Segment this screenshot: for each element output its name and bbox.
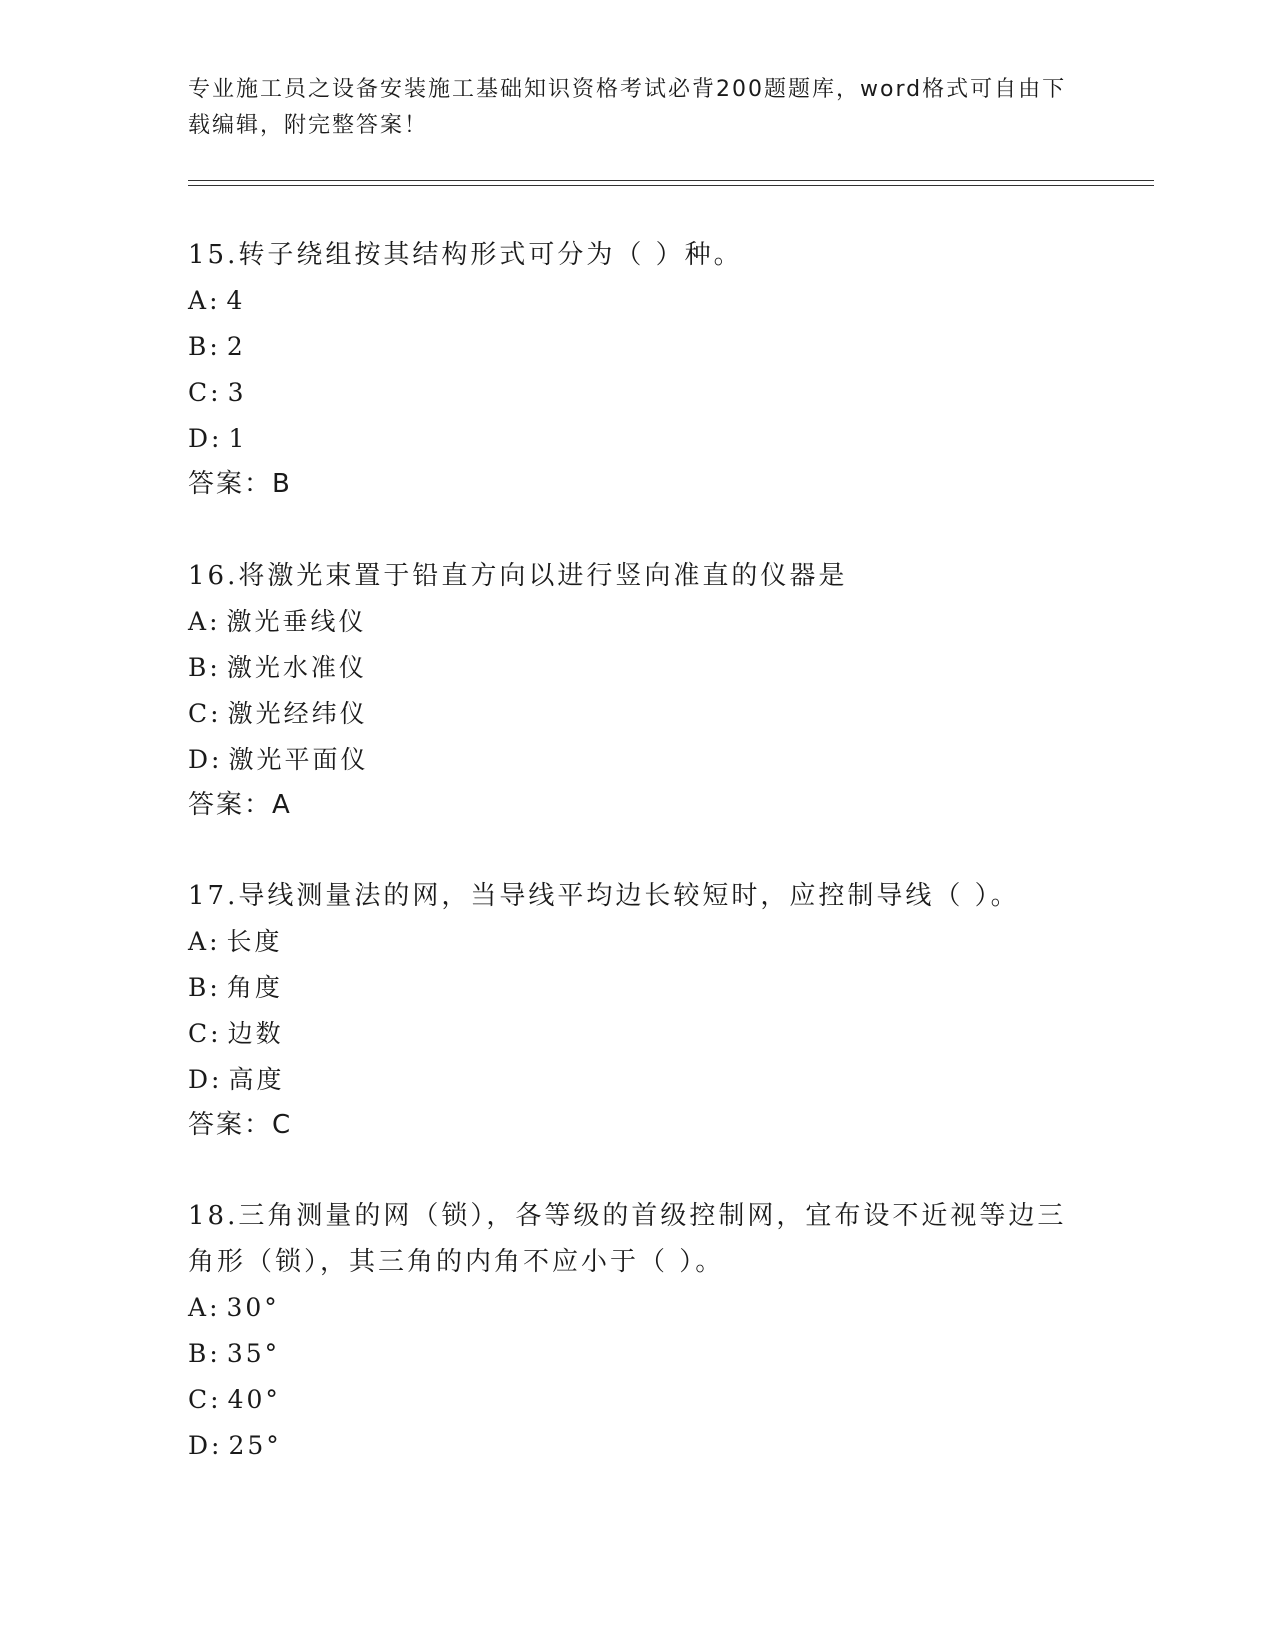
question-18 [188, 1193, 1088, 1469]
option-text: 高度 [228, 1065, 285, 1094]
option-text: 激光经纬仪 [227, 699, 368, 728]
option-key: A [188, 607, 210, 636]
option-text: 长度 [226, 927, 283, 956]
option-text: 30° [226, 1293, 280, 1322]
question-15 [188, 232, 1088, 506]
option-d [188, 416, 1088, 462]
option-separator: : [209, 286, 221, 315]
option-text: 角度 [226, 973, 283, 1002]
option-text: 2 [226, 332, 246, 361]
option-text: 35° [226, 1339, 281, 1368]
option-key: C [188, 378, 211, 407]
option-separator: : [210, 378, 222, 407]
option-separator: : [211, 745, 223, 774]
option-text: 4 [226, 286, 246, 315]
header-divider [188, 185, 1154, 186]
option-b [188, 965, 1088, 1011]
option-key: A [188, 1293, 210, 1322]
option-key: C [188, 1019, 211, 1048]
option-text: 25° [228, 1431, 282, 1460]
option-a [188, 278, 1088, 324]
option-key: C [188, 1385, 211, 1414]
option-c [188, 691, 1088, 737]
option-text: 激光垂线仪 [226, 607, 367, 636]
option-d [188, 737, 1088, 783]
question-17 [188, 873, 1088, 1147]
question-stem: 15.转子绕组按其结构形式可分为（ ）种。 [188, 240, 743, 270]
option-key: D [188, 745, 212, 774]
document-header: 专业施工员之设备安装施工基础知识资格考试必背200题题库，word格式可自由下载编辑，附完整答案！ [188, 77, 1067, 138]
option-key: B [188, 973, 210, 1002]
option-d [188, 1423, 1088, 1469]
option-separator: : [211, 424, 223, 453]
question-stem: 18.三角测量的网（锁），各等级的首级控制网，宜布设不近视等边三角形（锁），其三角的内角不应小于（ ）。 [188, 1201, 1067, 1277]
answer-line: 答案：A [188, 790, 292, 820]
option-a [188, 599, 1088, 645]
answer-line: 答案：C [188, 1110, 293, 1140]
option-c [188, 370, 1088, 416]
header-divider [188, 180, 1154, 181]
option-separator: : [209, 607, 221, 636]
option-key: C [188, 699, 211, 728]
option-text: 3 [227, 378, 247, 407]
option-text: 1 [228, 424, 248, 453]
question-16 [188, 553, 1088, 827]
question-stem: 16.将激光束置于铅直方向以进行竖向准直的仪器是 [188, 561, 848, 591]
option-key: B [188, 332, 210, 361]
option-b [188, 324, 1088, 370]
option-separator: : [209, 1293, 221, 1322]
option-key: D [188, 1065, 212, 1094]
option-text: 激光平面仪 [228, 745, 369, 774]
option-c [188, 1011, 1088, 1057]
option-separator: : [211, 1065, 223, 1094]
option-key: A [188, 927, 210, 956]
option-separator: : [209, 927, 221, 956]
option-key: B [188, 653, 210, 682]
option-separator: : [210, 1019, 222, 1048]
option-text: 40° [227, 1385, 281, 1414]
option-separator: : [210, 1385, 222, 1414]
option-b [188, 1331, 1088, 1377]
option-d [188, 1057, 1088, 1103]
option-key: A [188, 286, 210, 315]
option-separator: : [210, 699, 222, 728]
option-a [188, 1285, 1088, 1331]
question-stem: 17.导线测量法的网，当导线平均边长较短时，应控制导线（ ）。 [188, 881, 1020, 911]
option-text: 边数 [227, 1019, 284, 1048]
option-key: B [188, 1339, 210, 1368]
option-text: 激光水准仪 [226, 653, 367, 682]
option-separator: : [211, 1431, 223, 1460]
option-b [188, 645, 1088, 691]
answer-line: 答案：B [188, 469, 292, 499]
option-a [188, 919, 1088, 965]
option-key: D [188, 1431, 212, 1460]
option-separator: : [209, 1339, 221, 1368]
option-separator: : [209, 973, 221, 1002]
option-separator: : [209, 332, 221, 361]
option-separator: : [209, 653, 221, 682]
option-c [188, 1377, 1088, 1423]
option-key: D [188, 424, 212, 453]
